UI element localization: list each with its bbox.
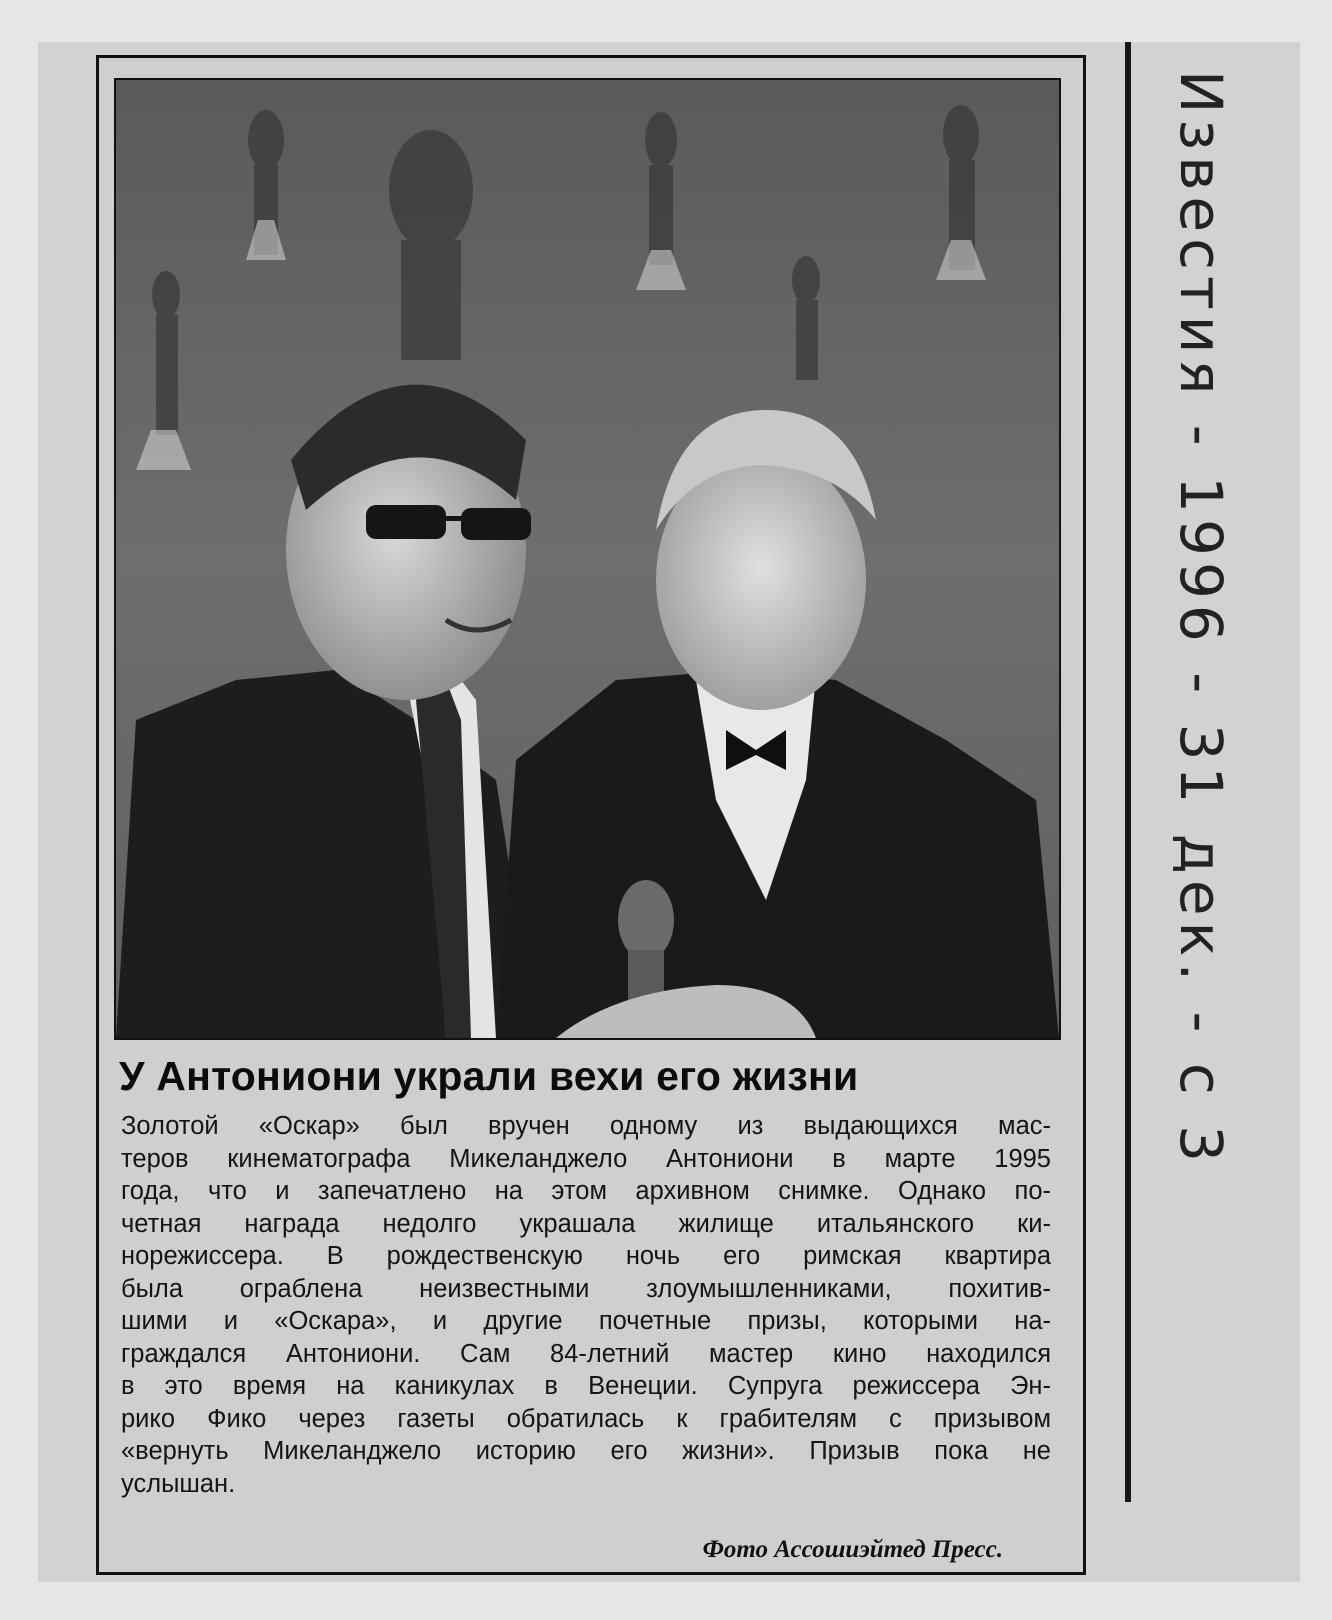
body-line: услышан. — [121, 1469, 236, 1498]
handwritten-source-note: Известия - 1996 - 31 дек. - с 3 — [1167, 70, 1235, 1169]
body-line: шими и «Оскара», и другие почетные призы, которыми на- — [121, 1307, 1051, 1335]
body-line: «вернуть Микеланджело историю его жизни». Призыв пока не — [121, 1437, 1051, 1465]
article-headline: У Антониони украли вехи его жизни — [119, 1053, 859, 1099]
body-line: рико Фико через газеты обратилась к грабителям с призывом — [121, 1404, 1051, 1433]
article-frame — [96, 55, 1086, 1575]
article-body — [121, 1110, 1051, 1500]
photo-illustration — [116, 80, 1059, 1038]
body-line: Золотой «Оскар» был вручен одному из выдающихся мас- — [121, 1112, 1051, 1140]
body-line: граждался Антониони. Сам 84-летний мастер кино находился — [121, 1339, 1051, 1368]
body-line: четная награда недолго украшала жилище итальянского ки- — [121, 1209, 1051, 1238]
body-line: была ограблена неизвестными злоумышленниками, похитив- — [121, 1274, 1051, 1303]
body-line: года, что и запечатлено на этом архивном снимке. Однако по- — [121, 1177, 1051, 1205]
margin-rule — [1125, 42, 1131, 1502]
photo-credit: Фото Ассошиэйтед Пресс. — [702, 1536, 1003, 1563]
article-photo — [114, 78, 1061, 1040]
body-line: теров кинематографа Микеланджело Антониони в марте 1995 — [121, 1144, 1051, 1173]
handwritten-annotation — [1167, 70, 1235, 1310]
body-line: норежиссера. В рождественскую ночь его римская квартира — [121, 1242, 1051, 1270]
body-line: в это время на каникулах в Венеции. Супруга режиссера Эн- — [121, 1372, 1051, 1400]
